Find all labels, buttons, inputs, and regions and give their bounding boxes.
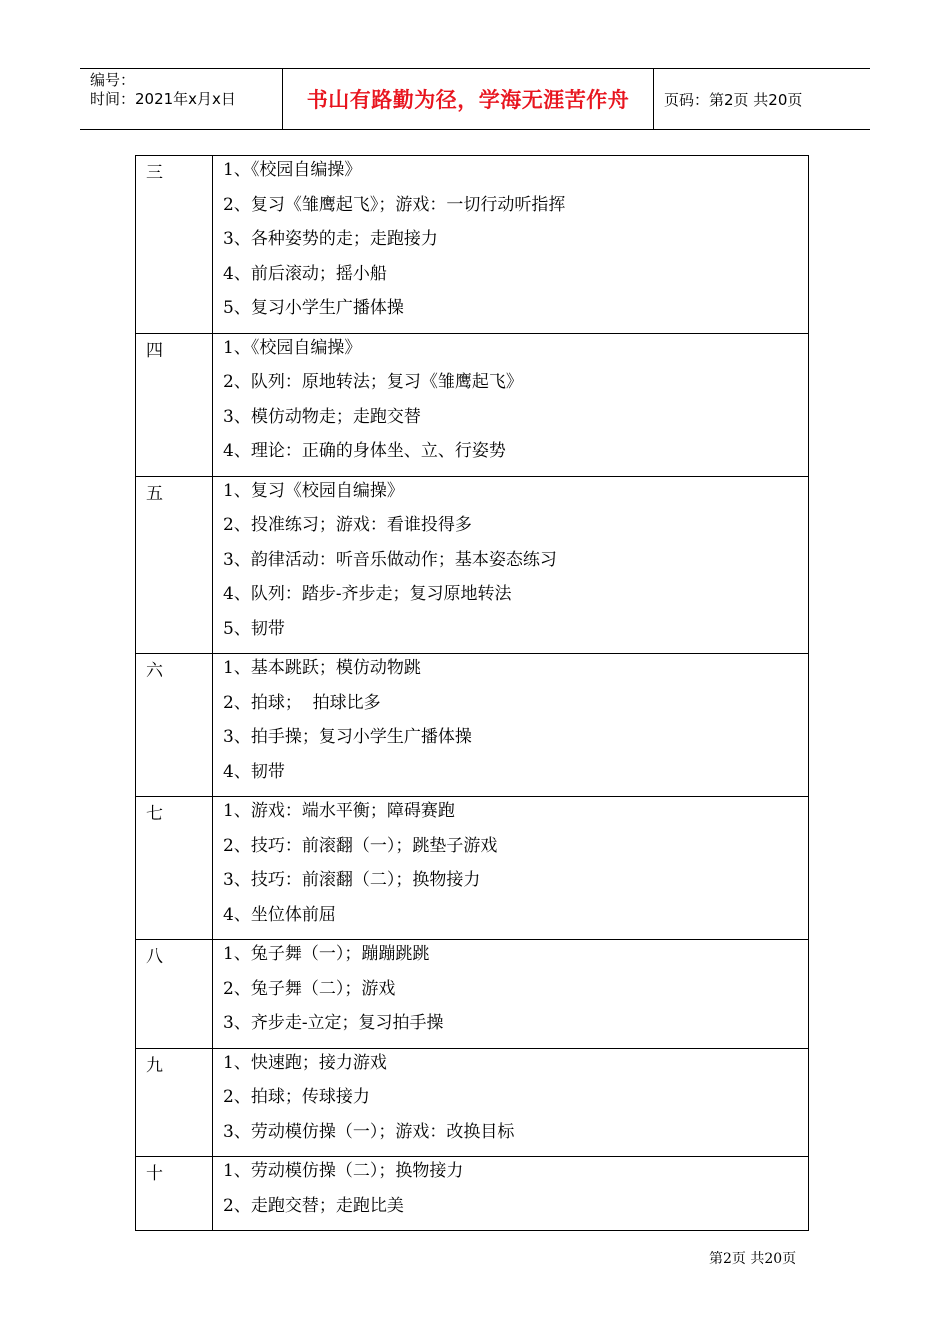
week-row: [136, 654, 809, 797]
week-row: [136, 476, 809, 654]
header-motto: 书山有路勤为径，学海无涯苦作舟: [282, 69, 654, 129]
lesson-item: 4、坐位体前屈: [223, 904, 336, 925]
week-label: 十: [136, 1157, 213, 1231]
header-meta: [80, 69, 282, 129]
lesson-item: 2、拍球； 拍球比多: [223, 692, 381, 713]
lesson-item: 1、基本跳跃；模仿动物跳: [223, 658, 421, 678]
lesson-item: 3、技巧：前滚翻（二）；换物接力: [223, 870, 481, 890]
week-items: [213, 333, 809, 476]
lesson-item: 3、劳动模仿操（一）；游戏：改换目标: [223, 1121, 515, 1142]
week-row: [136, 156, 809, 334]
week-items: [213, 797, 809, 940]
week-row: [136, 797, 809, 940]
week-row: [136, 940, 809, 1049]
lesson-item: 1、劳动模仿操（二）；换物接力: [223, 1161, 464, 1181]
week-items: [213, 1157, 809, 1231]
lesson-item: 5、韧带: [223, 618, 285, 639]
week-label: 六: [136, 654, 213, 797]
week-label: 七: [136, 797, 213, 940]
document-date: 时间：2021年x月x日: [90, 90, 236, 108]
lesson-item: 5、复习小学生广播体操: [223, 298, 404, 318]
lesson-item: 1、《校园自编操》: [223, 160, 362, 180]
lesson-item: 1、《校园自编操》: [223, 337, 362, 358]
lesson-item: 4、理论：正确的身体坐、立、行姿势: [223, 441, 506, 461]
lesson-item: 2、复习《雏鹰起飞》；游戏：一切行动听指挥: [223, 194, 566, 215]
lesson-item: 1、快速跑；接力游戏: [223, 1052, 387, 1073]
week-label: 四: [136, 333, 213, 476]
week-label: 八: [136, 940, 213, 1049]
schedule-table: [135, 155, 809, 1231]
week-items: [213, 654, 809, 797]
lesson-item: 2、投准练习；游戏：看谁投得多: [223, 515, 472, 535]
week-items: [213, 940, 809, 1049]
document-number-label: 编号：: [90, 71, 136, 89]
page-header: [80, 68, 870, 130]
week-items: [213, 1048, 809, 1157]
lesson-item: 3、各种姿势的走；走跑接力: [223, 229, 438, 249]
lesson-item: 2、队列：原地转法；复习《雏鹰起飞》: [223, 372, 523, 392]
lesson-item: 1、复习《校园自编操》: [223, 480, 404, 501]
week-label: 五: [136, 476, 213, 654]
lesson-item: 3、齐步走-立定；复习拍手操: [223, 1013, 444, 1033]
page-footer: 第2页 共20页: [709, 1251, 797, 1267]
lesson-item: 4、前后滚动；摇小船: [223, 263, 387, 284]
lesson-item: 4、队列：踏步-齐步走；复习原地转法: [223, 584, 512, 604]
lesson-item: 1、兔子舞（一）；蹦蹦跳跳: [223, 944, 430, 964]
lesson-item: 3、韵律活动：听音乐做动作；基本姿态练习: [223, 549, 557, 570]
week-label: 九: [136, 1048, 213, 1157]
week-items: [213, 476, 809, 654]
week-row: [136, 1157, 809, 1231]
lesson-item: 3、模仿动物走；走跑交替: [223, 406, 421, 427]
lesson-item: 2、技巧：前滚翻（一）；跳垫子游戏: [223, 835, 498, 856]
week-row: [136, 333, 809, 476]
lesson-item: 1、游戏：端水平衡；障碍赛跑: [223, 801, 455, 821]
lesson-item: 2、走跑交替；走跑比美: [223, 1195, 404, 1216]
lesson-item: 2、兔子舞（二）；游戏: [223, 978, 396, 999]
week-row: [136, 1048, 809, 1157]
week-items: [213, 156, 809, 334]
week-label: 三: [136, 156, 213, 334]
lesson-item: 3、拍手操；复习小学生广播体操: [223, 727, 472, 747]
header-page-info: 页码：第2页 共20页: [664, 90, 803, 109]
schedule-body: [136, 156, 809, 1231]
lesson-item: 2、拍球；传球接力: [223, 1087, 370, 1107]
lesson-item: 4、韧带: [223, 761, 285, 782]
